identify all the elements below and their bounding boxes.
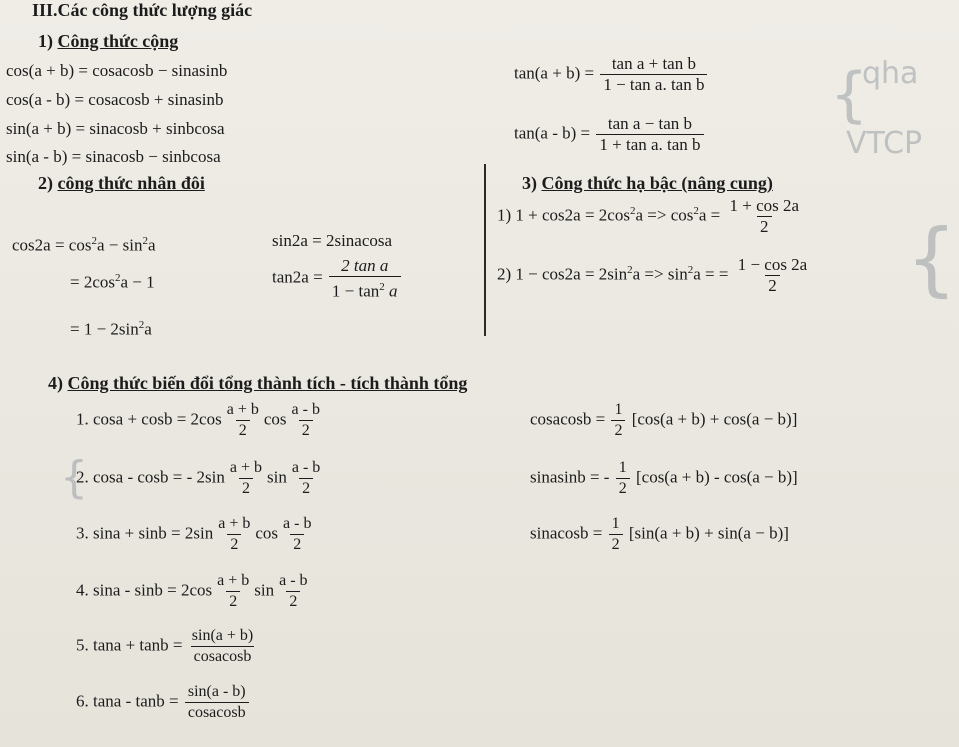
formula-product-to-sum-2: sinasinb = - $\frac{1}{2}$ [cos(a + b) - cos(a − b)] — [530, 459, 798, 497]
formula-lower-cos: 1) $1 + \cos 2a = 2\cos^2a => \cos^2a$ = $\frac{1 + \cos 2a}{2}$ — [497, 196, 800, 236]
handwriting-vtcp: VTCP — [846, 126, 923, 161]
tan-sum-num: tan a + tan b — [611, 54, 696, 73]
formula-product-to-sum-3: sinacosb = $\frac{1}{2}$ [sin(a + b) + sin(a − b)] — [530, 515, 789, 553]
s1-title: Công thức cộng — [57, 31, 179, 51]
section-title: III.Các công thức lượng giác — [32, 0, 253, 20]
formula-cos-diff: cos(a - b) = cosacosb + sinasinb — [6, 90, 224, 109]
s1-num: 1) — [38, 31, 53, 51]
formula-sum-to-product-3: 3. sina + sinb = 2sin $\frac{a + b}{2}$ cos $\frac{a - b}{2}$ — [76, 515, 312, 553]
formula-cos2a: $\cos 2a = \cos^2a - \sin^2a$ — [12, 235, 156, 255]
formula-tan-diff-6: 6. tana - tanb = $\frac{\sin(a - b)}{\text{cosacosb}}$ — [76, 682, 251, 723]
s4-heading — [48, 373, 467, 393]
formula-tan-diff — [514, 114, 706, 155]
s4-title: Công thức biến đổi tổng thành tích - tích thành tổng — [67, 373, 468, 393]
tan-sum-den: 1 − tan a. tan b — [600, 74, 707, 95]
tan-diff-lhs: tan(a - b) = — [514, 123, 591, 143]
formula-product-to-sum-1: cosacosb = $\frac{1}{2}$ [cos(a + b) + cos(a − b)] — [530, 401, 798, 439]
s1-heading — [38, 31, 178, 51]
handwriting-brace-2: { — [906, 212, 957, 305]
formula-sum-to-product-4: 4. sina - sinb = 2cos $\frac{a + b}{2}$ sin $\frac{a - b}{2}$ — [76, 572, 308, 610]
s3-heading — [522, 173, 773, 193]
formula-lower-sin: 2) $1 - \cos 2a = 2\sin^2a => \sin^2a$ = = $\frac{1 - \cos 2a}{2}$ — [497, 255, 808, 295]
handwriting-qha: qha — [862, 56, 919, 91]
tan-sum-lhs: tan(a + b) = — [514, 63, 595, 83]
s3-num: 3) — [522, 173, 537, 193]
formula-sin2a: sin2a = 2sinacosa — [272, 231, 393, 250]
s3-title: Công thức hạ bậc (nâng cung) — [541, 173, 773, 193]
handwriting-brace-1: { — [830, 60, 869, 130]
tan-diff-den: 1 + tan a. tan b — [596, 134, 703, 155]
formula-sum-to-product-1: 1. cosa + cosb = 2cos $\frac{a + b}{2}$ cos $\frac{a - b}{2}$ — [76, 401, 320, 439]
formula-sin-sum: sin(a + b) = sinacosb + sinbcosa — [6, 119, 225, 138]
column-divider — [484, 164, 486, 336]
formula-tan2a: tan2a = $\frac{\text{2 tan a}}{1 - \tan^2 a}$ — [272, 256, 403, 302]
handwriting-bracket: { — [60, 452, 88, 503]
formula-cos2a-alt1: = $2\cos^2a - 1$ — [70, 272, 155, 292]
s2-num: 2) — [38, 173, 53, 193]
formula-tan-sum — [514, 54, 709, 95]
tan-diff-num: tan a − tan b — [607, 114, 693, 133]
s4-num: 4) — [48, 373, 63, 393]
formula-sum-to-product-2: 2. cosa - cosb = - 2sin $\frac{a + b}{2}$ sin $\frac{a - b}{2}$ — [76, 459, 321, 497]
s2-title: công thức nhân đôi — [57, 173, 205, 193]
s2-heading — [38, 173, 205, 193]
formula-cos2a-alt2: = $1 - 2\sin^2a$ — [70, 319, 152, 339]
formula-sin-diff: sin(a - b) = sinacosb − sinbcosa — [6, 147, 221, 166]
formula-cos-sum: cos(a + b) = cosacosb − sinasinb — [6, 61, 228, 80]
formula-tan-sum-5: 5. tana + tanb = $\frac{\sin(a + b)}{\text{cosacosb}}$ — [76, 627, 254, 665]
